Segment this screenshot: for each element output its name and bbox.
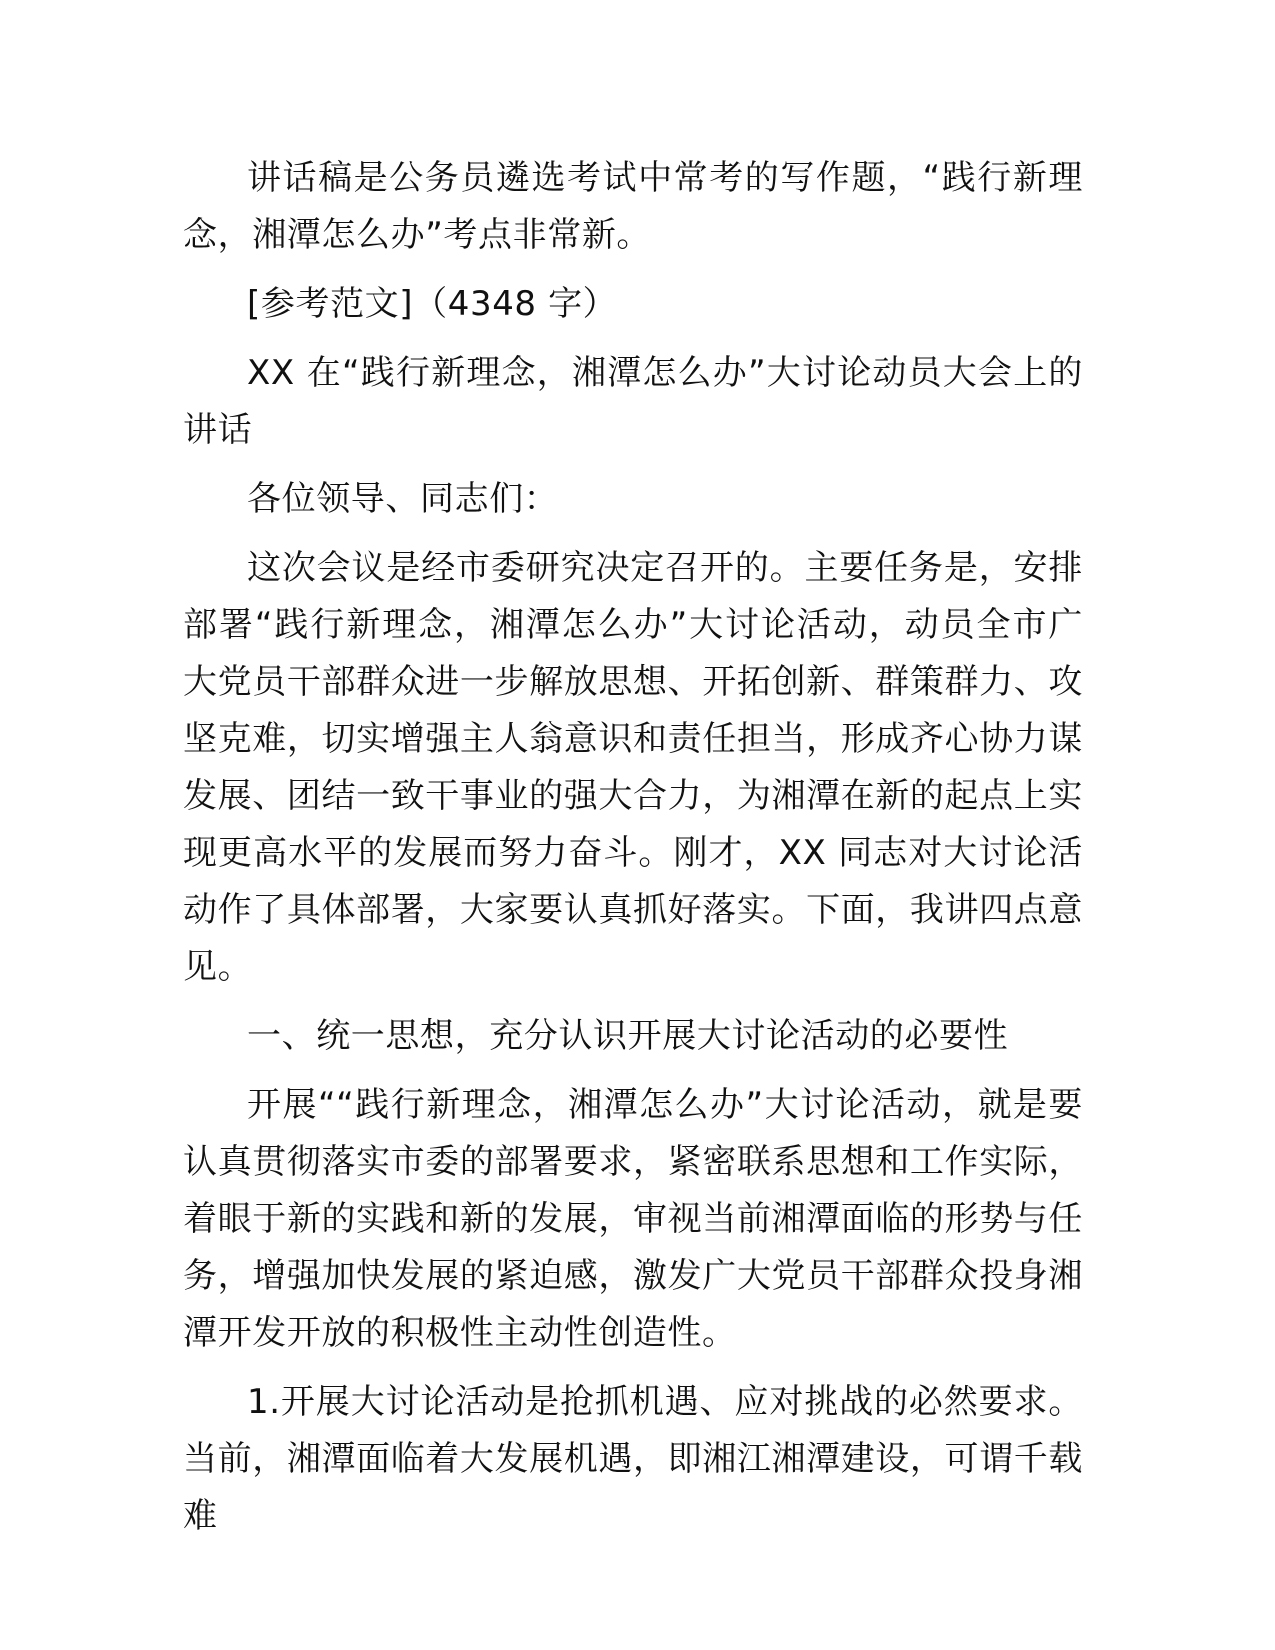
salutation: 各位领导、同志们： — [247, 479, 559, 519]
speech-title: XX 在“践行新理念，湘潭怎么办”大讨论动员大会上的讲话 — [183, 353, 1083, 450]
body-paragraph: 1.开展大讨论活动是抢抓机遇、应对挑战的必然要求。当前，湘潭面临着大发展机遇，即湘江湘潭建设，可谓千载难 — [183, 1382, 1083, 1536]
reference-label: [参考范文]（4348 字） — [247, 284, 618, 324]
body-paragraph: 开展““践行新理念，湘潭怎么办”大讨论活动，就是要认真贯彻落实市委的部署要求，紧密联系思想和工作实际，着眼于新的实践和新的发展，审视当前湘潭面临的形势与任务，增强加快发展的紧迫感，激发广大党员干部群众投身湘潭开发开放的积极性主动性创造性。 — [183, 1085, 1083, 1353]
body-paragraph: 这次会议是经市委研究决定召开的。主要任务是，安排部署“践行新理念，湘潭怎么办”大讨论活动，动员全市广大党员干部群众进一步解放思想、开拓创新、群策群力、攻坚克难，切实增强主人翁意识和责任担当，形成齐心协力谋发展、团结一致干事业的强大合力，为湘潭在新的起点上实现更高水平的发展而努力奋斗。刚才，XX 同志对大讨论活动作了具体部署，大家要认真抓好落实。下面，我讲四点意见。 — [183, 548, 1083, 987]
intro-paragraph: 讲话稿是公务员遴选考试中常考的写作题，“践行新理念，湘潭怎么办”考点非常新。 — [183, 158, 1083, 255]
section-heading: 一、统一思想，充分认识开展大讨论活动的必要性 — [247, 1016, 1009, 1056]
document-body — [183, 150, 1083, 1557]
